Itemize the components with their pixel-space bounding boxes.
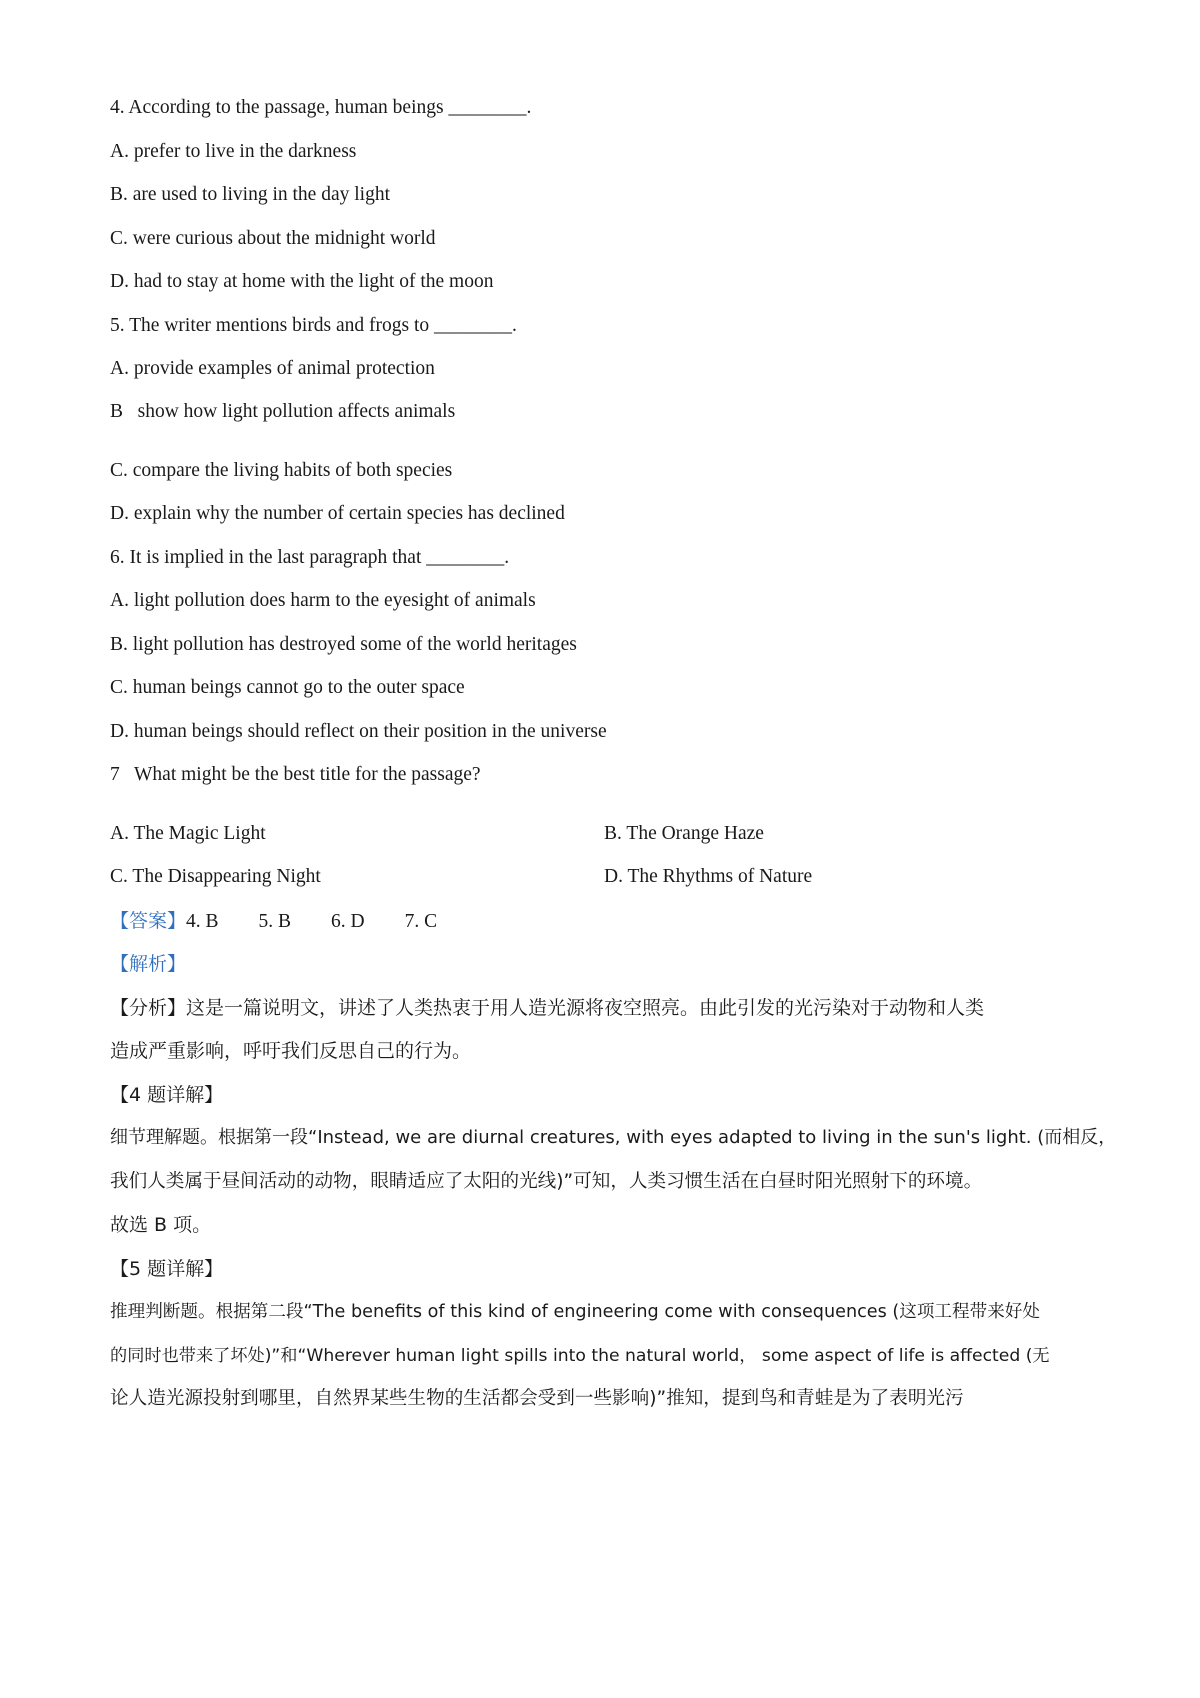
q4-detail-line: 细节理解题。根据第一段“Instead, we are diurnal creatures, with eyes adapted to living in the sun's light. (而相反， (110, 1127, 1117, 1148)
question-6-option-a: A. light pollution does harm to the eyesight of animals (110, 590, 536, 611)
q5-detail-heading: 【5 题详解】 (110, 1258, 224, 1280)
answer-label: 【答案】 (110, 910, 187, 932)
answer-item: 6. D (331, 911, 365, 932)
question-5-option-a: A. provide examples of animal protection (110, 358, 435, 379)
q5-detail-line: 推理判断题。根据第二段“The benefits of this kind of engineering come with consequences (这项工程带来好处 (110, 1302, 1040, 1322)
question-5-option-c: C. compare the living habits of both species (110, 460, 453, 481)
q5-detail-line: 的同时也带来了坏处)”和“Wherever human light spills into the natural world， some aspect of life is affected (无 (110, 1346, 1050, 1366)
analysis-summary-line: 造成严重影响，呼吁我们反思自己的行为。 (110, 1040, 472, 1062)
question-4-option-a: A. prefer to live in the darkness (110, 141, 357, 162)
answer-item: 4. B (186, 911, 219, 932)
answer-item: 7. C (404, 911, 438, 932)
question-6-option-c: C. human beings cannot go to the outer space (110, 677, 465, 698)
question-7-option-d: D. The Rhythms of Nature (604, 866, 813, 887)
question-4-stem: 4. According to the passage, human beings ________. (110, 97, 532, 118)
question-7-option-c: C. The Disappearing Night (110, 866, 321, 887)
q5-detail-line: 论人造光源投射到哪里，自然界某些生物的生活都会受到一些影响)”推知，提到鸟和青蛙是为了表明光污 (110, 1388, 964, 1409)
question-4-option-b: B. are used to living in the day light (110, 184, 390, 205)
question-6-option-d: D. human beings should reflect on their position in the universe (110, 721, 607, 742)
q4-detail-heading: 【4 题详解】 (110, 1084, 224, 1106)
question-7-option-b: B. The Orange Haze (604, 823, 764, 844)
question-5-option-b: B show how light pollution affects animals (110, 401, 456, 422)
q4-detail-line: 我们人类属于昼间活动的动物，眼睛适应了太阳的光线)”可知，人类习惯生活在白昼时阳光照射下的环境。 (110, 1171, 983, 1192)
analysis-summary-line: 【分析】这是一篇说明文，讲述了人类热衷于用人造光源将夜空照亮。由此引发的光污染对于动物和人类 (110, 997, 985, 1019)
question-4-option-d: D. had to stay at home with the light of the moon (110, 271, 494, 292)
answer-item: 5. B (258, 911, 292, 932)
question-4-option-c: C. were curious about the midnight world (110, 228, 436, 249)
question-7-stem: 7 What might be the best title for the passage? (110, 764, 481, 785)
question-6-option-b: B. light pollution has destroyed some of the world heritages (110, 634, 577, 655)
answer-row (110, 907, 437, 936)
q4-detail-line: 故选 B 项。 (110, 1214, 212, 1236)
analysis-label: 【解析】 (110, 953, 187, 975)
question-5-stem: 5. The writer mentions birds and frogs to ________. (110, 315, 517, 336)
question-5-option-d: D. explain why the number of certain species has declined (110, 503, 565, 524)
question-7-option-a: A. The Magic Light (110, 823, 266, 844)
question-6-stem: 6. It is implied in the last paragraph that ________. (110, 547, 510, 568)
